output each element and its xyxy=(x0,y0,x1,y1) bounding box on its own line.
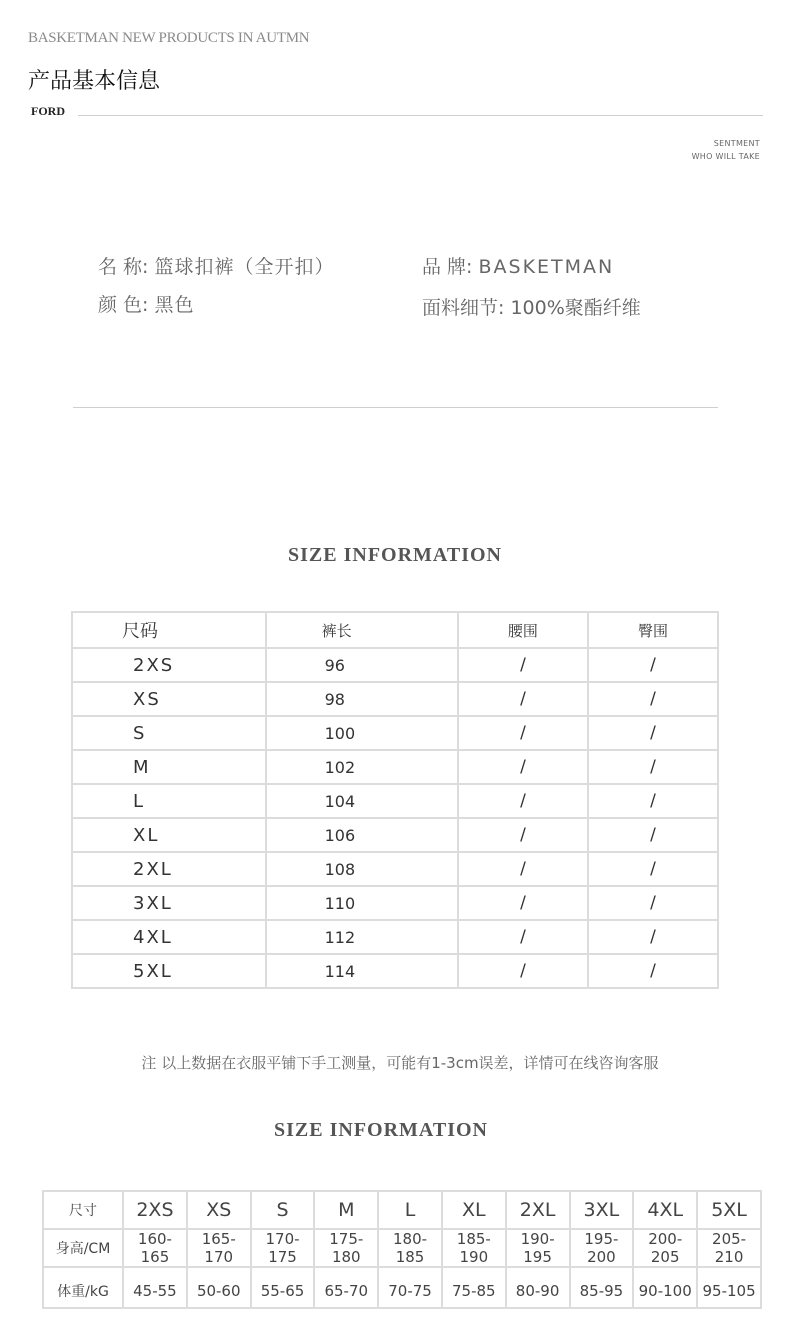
size-table-header-cell: 裤长 xyxy=(266,612,458,648)
size-table-cell: / xyxy=(458,852,588,886)
size-table-row xyxy=(72,886,718,920)
size-table-cell: L xyxy=(72,784,266,818)
fit-table-height-row xyxy=(43,1229,761,1267)
fit-table-cell: XL xyxy=(442,1191,506,1229)
size-table-row xyxy=(72,716,718,750)
info-color xyxy=(98,290,195,317)
size-table-row xyxy=(72,920,718,954)
size-table-cell: 4XL xyxy=(72,920,266,954)
size-table-title: SIZE INFORMATION xyxy=(288,544,502,566)
info-color-value: 黑色 xyxy=(154,294,195,316)
size-table-cell: 104 xyxy=(266,784,458,818)
info-brand xyxy=(422,252,614,279)
size-table-cell: / xyxy=(458,818,588,852)
header-brand: FORD xyxy=(31,104,65,118)
size-table-header-cell: 臀围 xyxy=(588,612,718,648)
size-table-cell: / xyxy=(458,784,588,818)
fit-table-cell: 85-95 xyxy=(570,1267,634,1308)
size-table-cell: / xyxy=(588,818,718,852)
size-table-row xyxy=(72,750,718,784)
fit-table-cell: 180-185 xyxy=(378,1229,442,1267)
size-table-row xyxy=(72,818,718,852)
size-table-cell: 108 xyxy=(266,852,458,886)
size-table-cell: 112 xyxy=(266,920,458,954)
size-table-cell: / xyxy=(458,886,588,920)
info-fabric-value: 100%聚酯纤维 xyxy=(510,297,641,319)
tagline xyxy=(692,137,760,163)
size-table-cell: 96 xyxy=(266,648,458,682)
size-table-cell: 100 xyxy=(266,716,458,750)
size-table-cell: 102 xyxy=(266,750,458,784)
fit-table-cell: 75-85 xyxy=(442,1267,506,1308)
size-table-cell: / xyxy=(588,682,718,716)
size-table-cell: / xyxy=(588,954,718,988)
header-en-title: BASKETMAN NEW PRODUCTS IN AUTMN xyxy=(28,30,310,46)
fit-table-cell: 200-205 xyxy=(633,1229,697,1267)
info-color-label: 颜 色: xyxy=(98,294,149,316)
fit-table-weight-row xyxy=(43,1267,761,1308)
fit-table-cell: 45-55 xyxy=(123,1267,187,1308)
size-table-cell: 114 xyxy=(266,954,458,988)
fit-table-cell: S xyxy=(251,1191,315,1229)
size-table-row xyxy=(72,648,718,682)
size-table-cell: / xyxy=(588,648,718,682)
info-name-label: 名 称: xyxy=(98,256,149,278)
fit-table-cell: 70-75 xyxy=(378,1267,442,1308)
tagline-line-1: SENTMENT xyxy=(713,139,760,148)
fit-table-cell: 175-180 xyxy=(314,1229,378,1267)
fit-table-cell: 95-105 xyxy=(697,1267,761,1308)
size-table-header-cell: 腰围 xyxy=(458,612,588,648)
size-table-cell: 2XL xyxy=(72,852,266,886)
size-table-cell: XL xyxy=(72,818,266,852)
size-table-cell: / xyxy=(458,682,588,716)
fit-table-cell: L xyxy=(378,1191,442,1229)
tagline-line-2: WHO WILL TAKE xyxy=(691,152,760,161)
size-table-cell: 3XL xyxy=(72,886,266,920)
fit-table-cell: 50-60 xyxy=(187,1267,251,1308)
size-table-cell: / xyxy=(588,716,718,750)
size-table-cell: / xyxy=(588,750,718,784)
fit-table-cell: 5XL xyxy=(697,1191,761,1229)
fit-table-cell: 55-65 xyxy=(251,1267,315,1308)
size-table-cell: M xyxy=(72,750,266,784)
fit-table-cell: M xyxy=(314,1191,378,1229)
size-table-cell: / xyxy=(588,920,718,954)
fit-table-size-row xyxy=(43,1191,761,1229)
info-name xyxy=(98,252,335,279)
size-table-cell: 2XS xyxy=(72,648,266,682)
size-table-cell: / xyxy=(458,954,588,988)
info-fabric-label: 面料细节: xyxy=(422,297,505,319)
size-table-cell: / xyxy=(588,886,718,920)
fit-table-cell: 195-200 xyxy=(570,1229,634,1267)
size-table xyxy=(71,611,719,989)
section-divider xyxy=(73,407,718,408)
size-table-header-cell: 尺码 xyxy=(72,612,266,648)
size-table-row xyxy=(72,954,718,988)
fit-table-cell: 185-190 xyxy=(442,1229,506,1267)
info-brand-value: BASKETMAN xyxy=(478,256,615,278)
fit-table-cell: 3XL xyxy=(570,1191,634,1229)
fit-table-row-label: 尺寸 xyxy=(43,1191,123,1229)
size-table-header-row xyxy=(72,612,718,648)
info-name-value: 篮球扣裤（全开扣） xyxy=(154,256,335,278)
fit-table-cell: 4XL xyxy=(633,1191,697,1229)
size-table-cell: / xyxy=(588,852,718,886)
fit-table-cell: 160-165 xyxy=(123,1229,187,1267)
fit-table-row-label: 身高/CM xyxy=(43,1229,123,1267)
size-table-cell: XS xyxy=(72,682,266,716)
fit-table-cell: 205-210 xyxy=(697,1229,761,1267)
fit-table-cell: 170-175 xyxy=(251,1229,315,1267)
header-cn-title: 产品基本信息 xyxy=(28,69,161,94)
header-divider xyxy=(78,115,763,116)
fit-table xyxy=(42,1190,762,1309)
info-fabric xyxy=(422,293,641,320)
fit-table-cell: XS xyxy=(187,1191,251,1229)
fit-table-cell: 65-70 xyxy=(314,1267,378,1308)
size-table-cell: 98 xyxy=(266,682,458,716)
size-table-cell: 106 xyxy=(266,818,458,852)
fit-table-cell: 2XL xyxy=(506,1191,570,1229)
size-table-cell: / xyxy=(458,920,588,954)
size-table-row xyxy=(72,852,718,886)
fit-table-title: SIZE INFORMATION xyxy=(274,1119,488,1141)
size-table-cell: / xyxy=(588,784,718,818)
fit-table-cell: 165-170 xyxy=(187,1229,251,1267)
size-table-cell: / xyxy=(458,750,588,784)
size-table-cell: S xyxy=(72,716,266,750)
size-table-cell: 5XL xyxy=(72,954,266,988)
size-table-cell: 110 xyxy=(266,886,458,920)
fit-table-cell: 90-100 xyxy=(633,1267,697,1308)
fit-table-row-label: 体重/kG xyxy=(43,1267,123,1308)
fit-table-cell: 190-195 xyxy=(506,1229,570,1267)
size-table-row xyxy=(72,682,718,716)
size-table-cell: / xyxy=(458,648,588,682)
size-table-row xyxy=(72,784,718,818)
fit-table-cell: 80-90 xyxy=(506,1267,570,1308)
size-table-cell: / xyxy=(458,716,588,750)
measurement-note: 注 以上数据在衣服平铺下手工测量，可能有1-3cm误差，详情可在线咨询客服 xyxy=(141,1054,659,1072)
fit-table-cell: 2XS xyxy=(123,1191,187,1229)
info-brand-label: 品 牌: xyxy=(422,256,473,278)
